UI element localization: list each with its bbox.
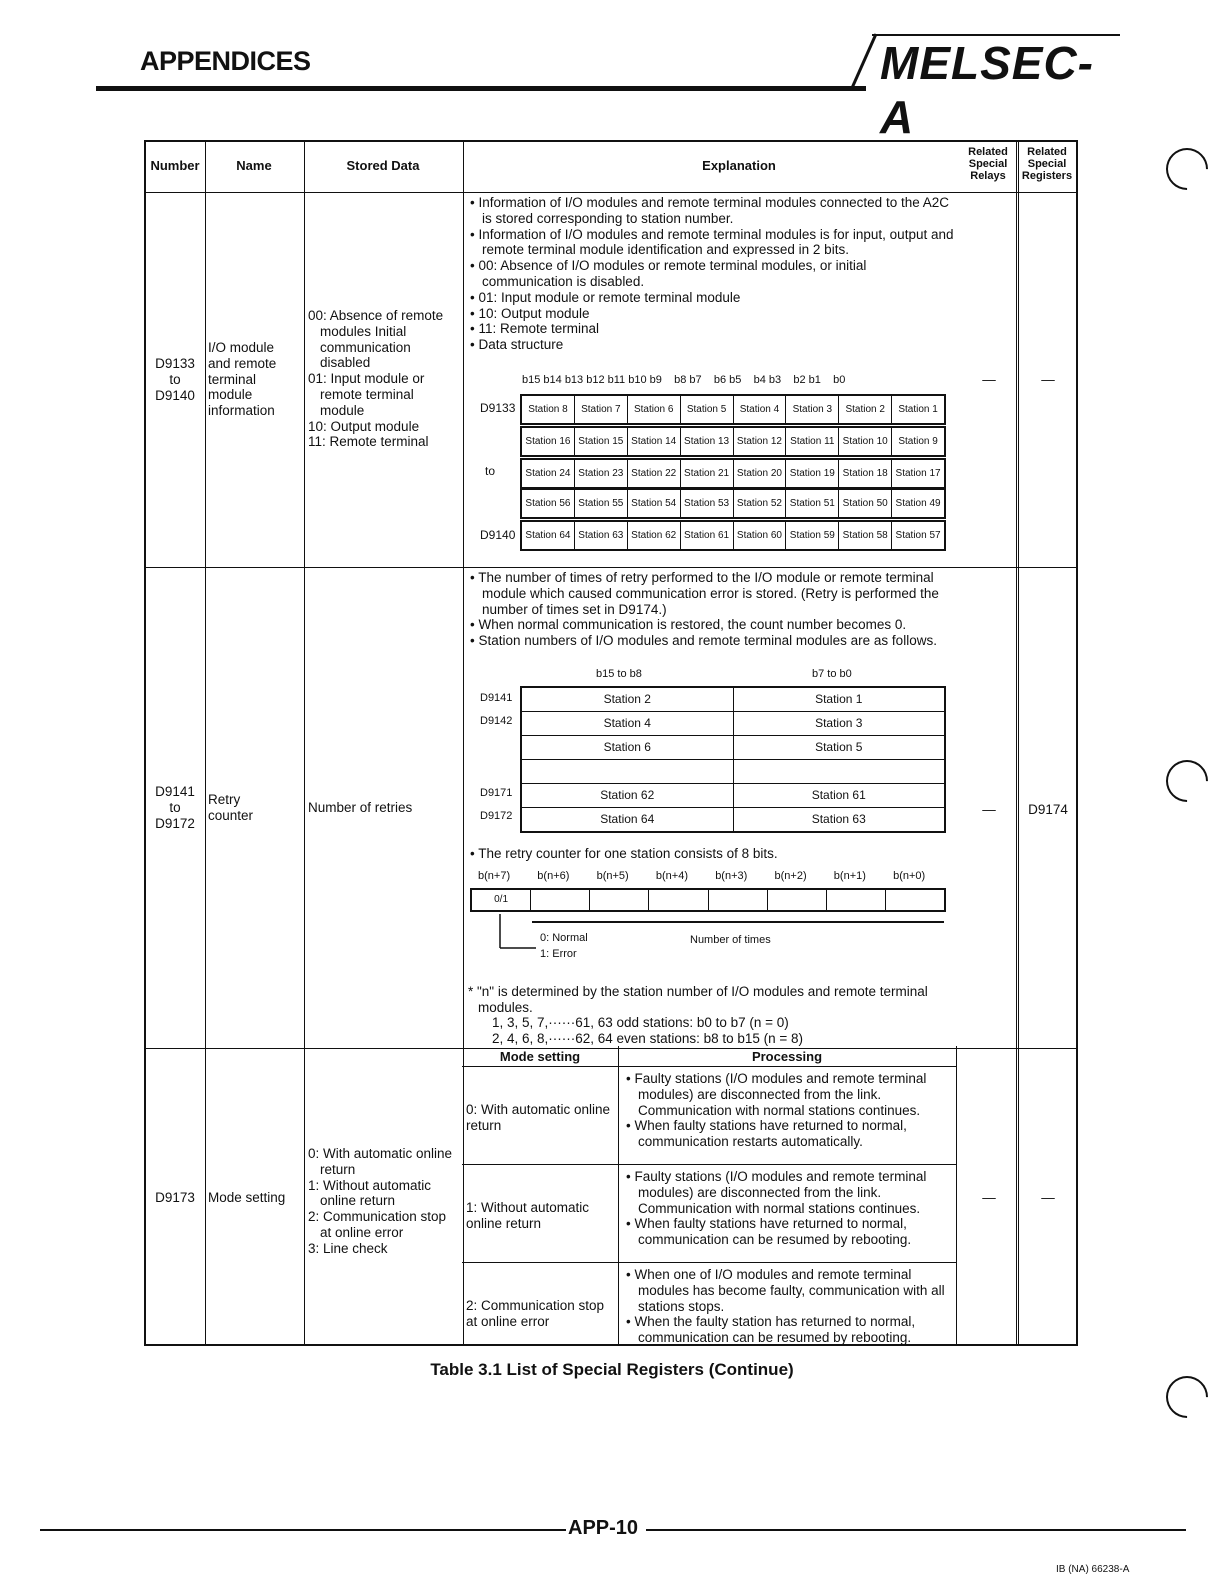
data-structure-bit-labels: b15 b14 b13 b12 b11 b10 b9 b8 b7 b6 b5 b4 b3 b2 b1 b0 bbox=[522, 374, 846, 386]
station-cell: Station 15 bbox=[574, 428, 627, 455]
station-cell: Station 53 bbox=[680, 490, 733, 517]
station-cell: Station 9 bbox=[891, 428, 944, 455]
retry-bits-note: • The retry counter for one station consists of 8 bits. bbox=[470, 846, 778, 861]
station-cell: Station 63 bbox=[574, 522, 627, 549]
station-cell: Station 50 bbox=[838, 490, 891, 517]
bit-cell bbox=[648, 890, 707, 910]
station-cell: Station 24 bbox=[525, 468, 571, 479]
row3-number: D9173 bbox=[155, 1190, 195, 1205]
data-structure-row bbox=[520, 520, 946, 551]
station-cell: Station 23 bbox=[574, 460, 627, 487]
station-cell: Station 60 bbox=[733, 522, 786, 549]
retry-station-cell: Station 5 bbox=[733, 736, 945, 759]
retry-station-row bbox=[522, 735, 944, 759]
bit-name-label: b(n+4) bbox=[655, 870, 688, 882]
retry-station-row bbox=[522, 807, 944, 831]
station-cell: Station 58 bbox=[838, 522, 891, 549]
station-cell: Station 62 bbox=[627, 522, 680, 549]
data-structure-last-register: D9140 bbox=[480, 528, 516, 542]
table-caption: Table 3.1 List of Special Registers (Continue) bbox=[430, 1360, 794, 1379]
retry-station-cell: Station 6 bbox=[603, 740, 651, 754]
station-cell: Station 2 bbox=[838, 396, 891, 423]
row3-stored-list bbox=[308, 1146, 458, 1257]
row2-name: Retry counter bbox=[208, 792, 254, 823]
retry-station-cell: Station 1 bbox=[733, 688, 945, 711]
row1-related-relays: — bbox=[982, 372, 996, 387]
logo-text: MELSEC-A bbox=[880, 37, 1094, 143]
row2-explanation-item: • When normal communication is restored, the count number becomes 0. bbox=[470, 617, 907, 633]
station-cell: Station 57 bbox=[891, 522, 944, 549]
station-cell: Station 11 bbox=[785, 428, 838, 455]
retry-station-row bbox=[522, 688, 944, 711]
bit-name-label: b(n+1) bbox=[833, 870, 866, 882]
data-structure-to: to bbox=[485, 464, 496, 478]
logo-slash-icon bbox=[850, 32, 878, 90]
station-cell: Station 51 bbox=[785, 490, 838, 517]
row1-explanation-item: • Data structure bbox=[470, 337, 564, 353]
punch-hole-icon bbox=[1157, 751, 1216, 810]
bit-cell bbox=[885, 890, 944, 910]
station-cell: Station 21 bbox=[680, 460, 733, 487]
row2-related-relays: — bbox=[982, 802, 996, 817]
row1-stored-item: 10: Output module bbox=[308, 418, 420, 434]
mode-option: 0: With automatic online return bbox=[466, 1102, 611, 1133]
header-stored-data: Stored Data bbox=[346, 158, 420, 173]
retry-station-cell: Station 64 bbox=[600, 812, 655, 826]
header-explanation: Explanation bbox=[702, 158, 776, 173]
n-note: * "n" is determined by the station number of I/O modules and remote terminal modules. bbox=[468, 984, 928, 1015]
odd-stations-line: 1, 3, 5, 7,······61, 63 odd stations: b0 to b7 (n = 0) bbox=[492, 1015, 789, 1030]
page-number: APP-10 bbox=[568, 1517, 639, 1539]
station-cell: Station 7 bbox=[574, 396, 627, 423]
row3-stored-item: 2: Communication stop at online error bbox=[308, 1209, 447, 1240]
data-structure-row bbox=[520, 458, 946, 489]
bit-cell bbox=[530, 890, 589, 910]
mode-option: 1: Without automatic online return bbox=[466, 1200, 590, 1231]
row3-name: Mode setting bbox=[208, 1190, 286, 1205]
bit-cell bbox=[589, 890, 648, 910]
retry-register-label: D9142 bbox=[480, 715, 513, 727]
station-cell: Station 18 bbox=[838, 460, 891, 487]
even-stations-line: 2, 4, 6, 8,······62, 64 even stations: b8 to b15 (n = 8) bbox=[492, 1031, 804, 1046]
station-cell: Station 8 bbox=[528, 404, 568, 415]
bit-name-label: b(n+5) bbox=[596, 870, 629, 882]
row3-related-relays: — bbox=[982, 1190, 996, 1205]
retry-register-label: D9171 bbox=[480, 787, 513, 799]
section-title: APPENDICES bbox=[140, 46, 311, 76]
station-cell: Station 22 bbox=[627, 460, 680, 487]
row1-stored-item: 01: Input module or remote terminal module bbox=[308, 371, 425, 418]
retry-register-label: D9141 bbox=[480, 692, 513, 704]
station-cell: Station 5 bbox=[680, 396, 733, 423]
processing-item: • When faulty stations have returned to normal, communication can be resumed by rebooting. bbox=[626, 1216, 912, 1248]
row1-name: I/O module and remote terminal module information bbox=[208, 340, 277, 419]
station-cell: Station 20 bbox=[733, 460, 786, 487]
header-number: Number bbox=[150, 158, 200, 173]
retry-station-cell bbox=[522, 760, 733, 783]
retry-station-cell: Station 62 bbox=[600, 788, 655, 802]
station-cell: Station 55 bbox=[574, 490, 627, 517]
legend-error: 1: Error bbox=[540, 948, 577, 960]
legend-normal: 0: Normal bbox=[540, 932, 588, 944]
retry-bit-cells bbox=[470, 888, 946, 912]
row2-explanation-item: • Station numbers of I/O modules and remote terminal modules are as follows. bbox=[470, 633, 937, 649]
row1-explanation-item: • 11: Remote terminal bbox=[470, 321, 600, 337]
retry-station-cell: Station 2 bbox=[603, 692, 651, 706]
processing-item: • When the faulty station has returned to normal, communication can be resumed by rebooting. bbox=[626, 1314, 916, 1346]
data-structure-row bbox=[520, 426, 946, 457]
punch-hole-icon bbox=[1157, 139, 1216, 198]
retry-station-cell: Station 63 bbox=[733, 808, 945, 831]
header-rule bbox=[96, 86, 866, 91]
row1-explanation-list bbox=[470, 195, 954, 353]
data-structure-row bbox=[520, 488, 946, 519]
row2-explanation-item: • The number of times of retry performed to the I/O module or remote terminal module which caused communication error is stored. (Retry is performed the number of times set in D9174.) bbox=[470, 570, 939, 617]
station-cell: Station 12 bbox=[733, 428, 786, 455]
row1-number: D9133 to D9140 bbox=[155, 356, 195, 403]
header-name: Name bbox=[236, 158, 272, 173]
row1-explanation-item: • 01: Input module or remote terminal module bbox=[470, 289, 741, 305]
processing-item: • When one of I/O modules and remote terminal modules has become faulty, communication with all stations stops. bbox=[626, 1267, 945, 1314]
retry-station-cell: Station 4 bbox=[603, 716, 651, 730]
retry-station-row bbox=[522, 783, 944, 807]
melsec-logo bbox=[850, 32, 1120, 143]
row2-number: D9141 to D9172 bbox=[155, 784, 195, 831]
header-related-relays: Related Special Relays bbox=[968, 146, 1008, 182]
station-cell: Station 56 bbox=[525, 498, 571, 509]
station-cell: Station 3 bbox=[785, 396, 838, 423]
processing-item: • When faulty stations have returned to normal, communication restarts automatically. bbox=[626, 1118, 907, 1150]
row2-stored: Number of retries bbox=[308, 800, 413, 815]
station-cell: Station 1 bbox=[891, 396, 944, 423]
station-cell: Station 14 bbox=[627, 428, 680, 455]
station-cell: Station 16 bbox=[525, 436, 571, 447]
footer-rule-left bbox=[40, 1529, 566, 1531]
station-cell: Station 59 bbox=[785, 522, 838, 549]
bit-cell bbox=[826, 890, 885, 910]
processing-list bbox=[626, 1071, 952, 1150]
station-cell: Station 6 bbox=[627, 396, 680, 423]
row1-stored-item: 11: Remote terminal bbox=[308, 434, 429, 450]
bit-name-label: b(n+2) bbox=[774, 870, 807, 882]
bit-cell: 0/1 bbox=[494, 894, 509, 905]
row2-explanation-list bbox=[470, 570, 954, 649]
retry-register-label: D9172 bbox=[480, 810, 513, 822]
processing-header: Processing bbox=[751, 1049, 823, 1064]
retry-high-bits-label: b15 to b8 bbox=[596, 668, 642, 680]
row3-related-registers: — bbox=[1041, 1190, 1055, 1205]
station-cell: Station 19 bbox=[785, 460, 838, 487]
bit-cell bbox=[767, 890, 826, 910]
retry-station-row bbox=[522, 711, 944, 735]
processing-list bbox=[626, 1169, 952, 1248]
retry-station-cell bbox=[733, 760, 945, 783]
retry-low-bits-label: b7 to b0 bbox=[812, 668, 852, 680]
retry-station-cell: Station 3 bbox=[733, 712, 945, 735]
row1-stored-list bbox=[308, 308, 458, 450]
bit-name-label: b(n+3) bbox=[715, 870, 748, 882]
station-cell: Station 49 bbox=[891, 490, 944, 517]
row1-explanation-item: • Information of I/O modules and remote terminal modules is for input, output and remote terminal module identification and expressed in 2 bits. bbox=[470, 226, 954, 258]
row1-stored-item: 00: Absence of remote modules Initial communication disabled bbox=[308, 308, 444, 371]
document-id: IB (NA) 66238-A bbox=[1056, 1564, 1130, 1575]
row1-explanation-item: • 10: Output module bbox=[470, 305, 590, 321]
station-cell: Station 13 bbox=[680, 428, 733, 455]
row3-stored-item: 0: With automatic online return bbox=[308, 1146, 453, 1177]
station-cell: Station 4 bbox=[733, 396, 786, 423]
retry-station-cell: Station 61 bbox=[733, 784, 945, 807]
processing-item: • Faulty stations (I/O modules and remote terminal modules) are disconnected from the link. Communication with normal stations continues. bbox=[626, 1071, 927, 1118]
footer-rule-right bbox=[646, 1529, 1186, 1531]
retry-station-row bbox=[522, 759, 944, 783]
mode-option: 2: Communication stop at online error bbox=[466, 1298, 605, 1329]
station-cell: Station 10 bbox=[838, 428, 891, 455]
station-cell: Station 54 bbox=[627, 490, 680, 517]
number-of-times-label: Number of times bbox=[690, 934, 771, 946]
bit-name-label: b(n+0) bbox=[893, 870, 926, 882]
bit-cell bbox=[708, 890, 767, 910]
row3-stored-item: 1: Without automatic online return bbox=[308, 1177, 432, 1209]
header-related-registers: Related Special Registers bbox=[1021, 146, 1073, 182]
data-structure-row bbox=[520, 394, 946, 425]
row1-related-registers: — bbox=[1041, 372, 1055, 387]
station-cell: Station 17 bbox=[891, 460, 944, 487]
station-cell: Station 61 bbox=[680, 522, 733, 549]
mode-header: Mode setting bbox=[499, 1049, 581, 1064]
processing-list bbox=[626, 1267, 952, 1346]
row2-related-registers: D9174 bbox=[1028, 802, 1068, 817]
station-cell: Station 64 bbox=[525, 530, 571, 541]
processing-item: • Faulty stations (I/O modules and remote terminal modules) are disconnected from the link. Communication with normal stations continues. bbox=[626, 1169, 927, 1216]
bit-name-label: b(n+7) bbox=[478, 870, 511, 882]
bit-name-label: b(n+6) bbox=[537, 870, 570, 882]
station-cell: Station 52 bbox=[733, 490, 786, 517]
retry-station-grid bbox=[520, 686, 946, 833]
row1-explanation-item: • Information of I/O modules and remote terminal modules connected to the A2C is stored corresponding to station number. bbox=[470, 195, 949, 226]
row1-explanation-item: • 00: Absence of I/O modules or remote terminal modules, or initial communication is disabled. bbox=[470, 258, 867, 289]
row3-stored-item: 3: Line check bbox=[308, 1240, 388, 1256]
data-structure-first-register: D9133 bbox=[480, 401, 516, 415]
